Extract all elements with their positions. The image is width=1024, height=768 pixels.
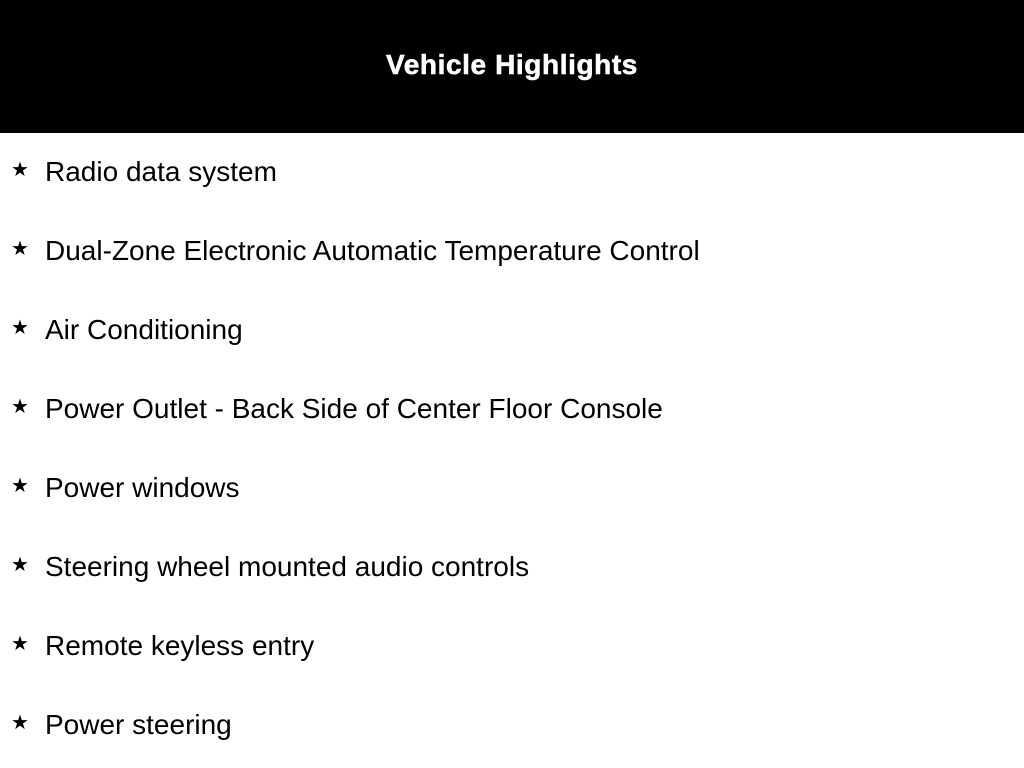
feature-label: Radio data system	[45, 156, 277, 187]
feature-label: Remote keyless entry	[45, 630, 315, 661]
feature-label: Dual-Zone Electronic Automatic Temperature Control	[45, 235, 700, 266]
star-icon: ★	[11, 473, 29, 497]
star-icon: ★	[11, 552, 29, 576]
feature-label: Air Conditioning	[45, 314, 243, 345]
header-bar	[0, 0, 1024, 133]
list-item	[0, 528, 1024, 607]
star-icon: ★	[11, 710, 29, 734]
feature-label: Power windows	[45, 472, 240, 503]
list-item	[0, 607, 1024, 686]
list-item	[0, 370, 1024, 449]
star-icon: ★	[11, 236, 29, 260]
feature-label: Power Outlet - Back Side of Center Floor Console	[45, 393, 663, 424]
list-item	[0, 291, 1024, 370]
star-icon: ★	[11, 157, 29, 181]
list-item	[0, 212, 1024, 291]
list-item	[0, 133, 1024, 212]
star-icon: ★	[11, 631, 29, 655]
feature-label: Power steering	[45, 709, 232, 740]
feature-label: Steering wheel mounted audio controls	[45, 551, 530, 582]
star-icon: ★	[11, 315, 29, 339]
page-title: Vehicle Highlights	[386, 48, 638, 80]
star-icon: ★	[11, 394, 29, 418]
list-item	[0, 686, 1024, 765]
feature-list	[0, 133, 1024, 765]
list-item	[0, 449, 1024, 528]
